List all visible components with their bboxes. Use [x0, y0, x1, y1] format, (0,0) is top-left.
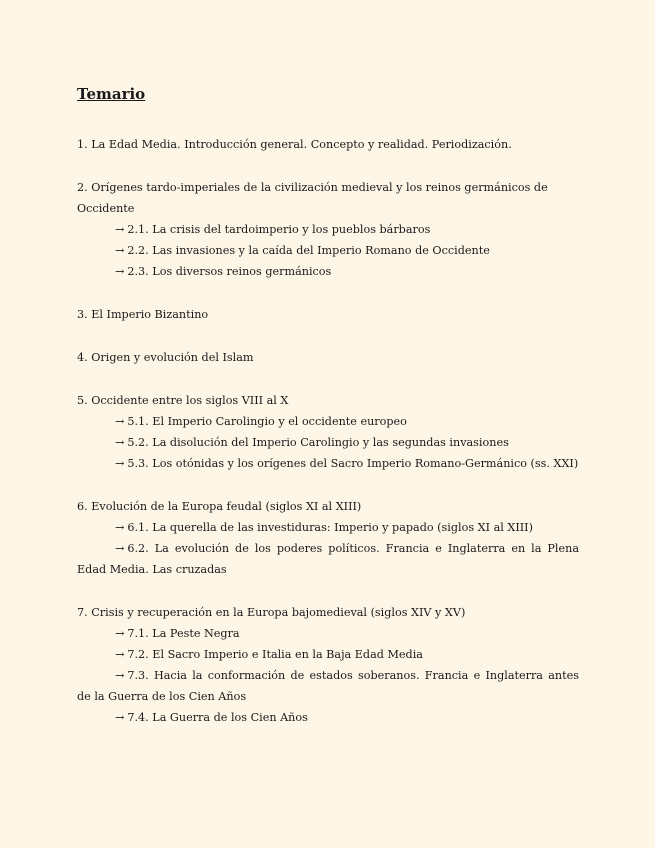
arrow-icon: → — [115, 627, 125, 640]
topic-1 — [77, 134, 579, 155]
arrow-icon: → — [115, 265, 125, 278]
subtopic-label: 2.3. Los diversos reinos germánicos — [127, 265, 332, 278]
subtopic-item — [77, 517, 579, 538]
topic-4 — [77, 347, 579, 368]
subtopic-label: 2.2. Las invasiones y la caída del Imperio Romano de Occidente — [127, 244, 490, 257]
subtopic-item — [77, 432, 579, 453]
topic-heading: 7. Crisis y recuperación en la Europa bajomedieval (siglos XIV y XV) — [77, 606, 466, 619]
subtopic-item — [77, 240, 579, 261]
topic-7 — [77, 602, 579, 728]
topic-heading: 5. Occidente entre los siglos VIII al X — [77, 394, 289, 407]
topic-heading: 4. Origen y evolución del Islam — [77, 351, 254, 364]
arrow-icon: → — [115, 542, 125, 555]
arrow-icon: → — [115, 711, 125, 724]
subtopic-label: 5.1. El Imperio Carolingio y el occidente europeo — [127, 415, 407, 428]
subtopic-item — [77, 411, 579, 432]
subtopic-label: 7.1. La Peste Negra — [127, 627, 240, 640]
subtopic-label: 2.1. La crisis del tardoimperio y los pueblos bárbaros — [127, 223, 431, 236]
arrow-icon: → — [115, 648, 125, 661]
topic-heading: 1. La Edad Media. Introducción general. Concepto y realidad. Periodización. — [77, 138, 512, 151]
topic-heading: 3. El Imperio Bizantino — [77, 308, 209, 321]
arrow-icon: → — [115, 223, 125, 236]
arrow-icon: → — [115, 415, 125, 428]
topic-6 — [77, 496, 579, 580]
subtopic-item — [77, 644, 579, 665]
topic-2 — [77, 177, 579, 282]
subtopic-item — [77, 219, 579, 240]
subtopic-item — [77, 261, 579, 282]
subtopic-label: 7.2. El Sacro Imperio e Italia en la Baja Edad Media — [127, 648, 423, 661]
subtopic-label: 6.2. La evolución de los poderes políticos. Francia e Inglaterra en la Plena Edad Media. Las cruzadas — [77, 542, 579, 576]
topic-heading: 6. Evolución de la Europa feudal (siglos XI al XIII) — [77, 500, 362, 513]
arrow-icon: → — [115, 244, 125, 257]
topic-heading: 2. Orígenes tardo-imperiales de la civilización medieval y los reinos germánicos de Occidente — [77, 181, 548, 215]
subtopic-label: 7.3. Hacia la conformación de estados soberanos. Francia e Inglaterra antes de la Guerra de los Cien Años — [77, 669, 579, 703]
subtopic-item — [77, 623, 579, 644]
arrow-icon: → — [115, 457, 125, 470]
arrow-icon: → — [115, 669, 125, 682]
topic-3 — [77, 304, 579, 325]
subtopic-item — [77, 453, 579, 474]
subtopic-item — [77, 665, 579, 707]
topic-5 — [77, 390, 579, 474]
document-title: Temario — [77, 85, 146, 103]
subtopic-label: 7.4. La Guerra de los Cien Años — [127, 711, 308, 724]
subtopic-label: 5.3. Los otónidas y los orígenes del Sacro Imperio Romano-Germánico (ss. XXI) — [127, 457, 579, 470]
arrow-icon: → — [115, 521, 125, 534]
subtopic-item — [77, 707, 579, 728]
arrow-icon: → — [115, 436, 125, 449]
subtopic-label: 6.1. La querella de las investiduras: Imperio y papado (siglos XI al XIII) — [127, 521, 533, 534]
subtopic-label: 5.2. La disolución del Imperio Carolingio y las segundas invasiones — [127, 436, 509, 449]
subtopic-item — [77, 538, 579, 580]
